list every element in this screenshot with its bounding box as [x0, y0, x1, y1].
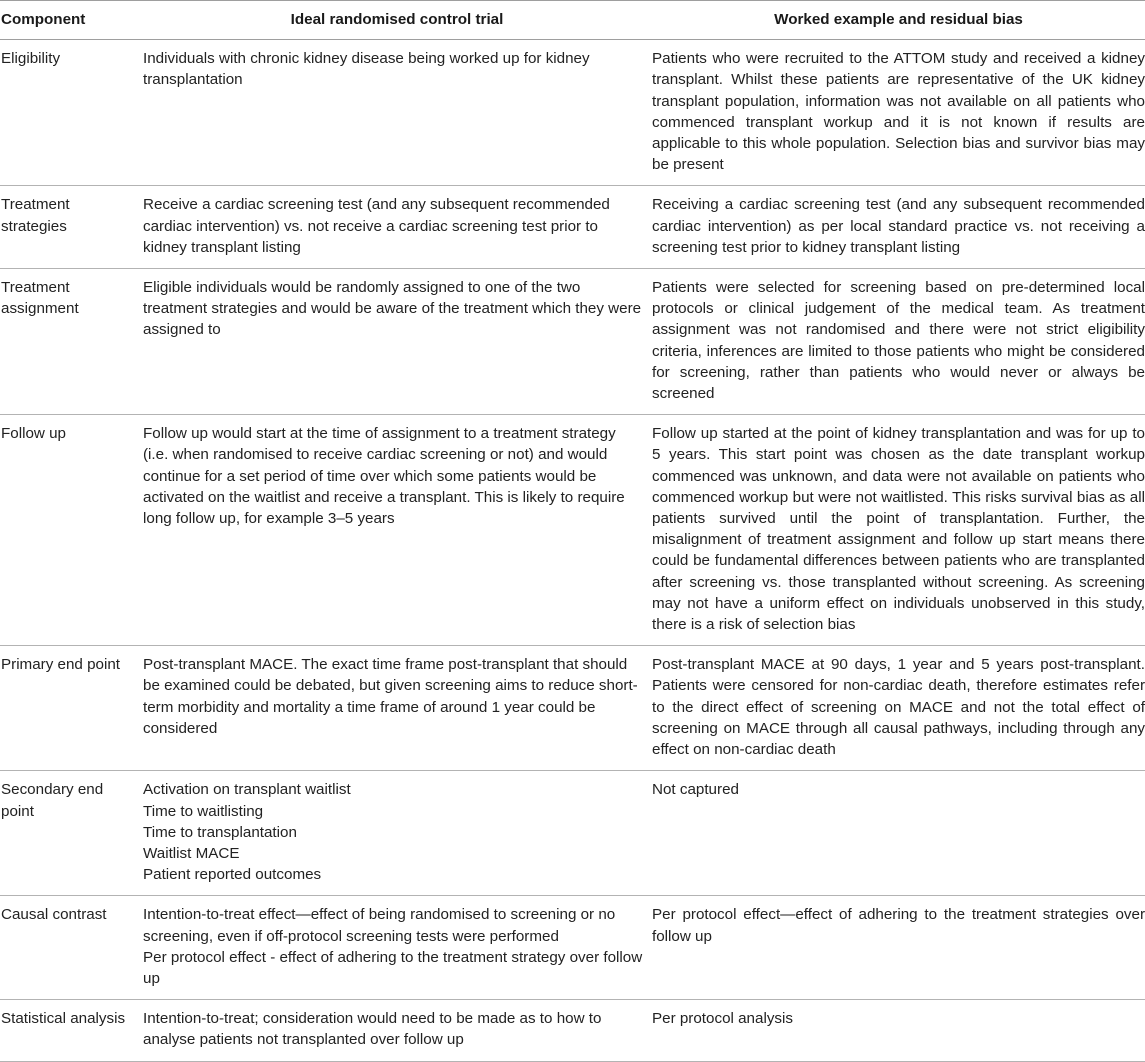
- secondary-end-point-item: Patient reported outcomes: [143, 866, 322, 884]
- header-worked-example: Worked example and residual bias: [652, 1, 1145, 40]
- row-worked: Not captured: [652, 771, 1145, 896]
- row-ideal: Eligible individuals would be randomly assigned to one of the two treatment strategies and would be aware of the treatment which they were assigned to: [142, 269, 652, 415]
- causal-contrast-item: Per protocol effect - effect of adhering to the treatment strategy over follow up: [143, 948, 643, 987]
- table-row-causal-contrast: [0, 896, 1145, 1000]
- row-component: Secondary end point: [0, 771, 142, 896]
- row-component: Eligibility: [0, 40, 142, 186]
- row-ideal: Follow up would start at the time of assignment to a treatment strategy (i.e. when randomised to receive cardiac screening or not) and would continue for a set period of time over which some patients would be activated on the waitlist and receive a transplant. This is likely to require long follow up, for example 3–5 years: [142, 415, 652, 646]
- table-row-eligibility: [0, 40, 1145, 186]
- row-ideal: Individuals with chronic kidney disease being worked up for kidney transplantation: [142, 40, 652, 186]
- row-ideal: Intention-to-treat; consideration would need to be made as to how to analyse patients not transplanted over follow up: [142, 1000, 652, 1061]
- causal-contrast-item: Intention-to-treat effect—effect of being randomised to screening or no screening, even if off-protocol screening tests were performed: [143, 906, 616, 945]
- row-component: Follow up: [0, 415, 142, 646]
- table-row-treatment-strategies: [0, 186, 1145, 269]
- row-ideal: [142, 771, 652, 896]
- row-worked: Per protocol effect—effect of adhering to the treatment strategies over follow up: [652, 896, 1145, 1000]
- secondary-end-point-item: Time to transplantation: [143, 823, 297, 841]
- row-ideal: Receive a cardiac screening test (and any subsequent recommended cardiac intervention) vs. not receive a cardiac screening test prior to kidney transplant listing: [142, 186, 652, 269]
- table-row-secondary-end-point: [0, 771, 1145, 896]
- row-ideal: Post-transplant MACE. The exact time frame post-transplant that should be examined could be debated, but given screening aims to reduce short-term morbidity and mortality a time frame of around 1 year could be considered: [142, 646, 652, 771]
- row-worked: Follow up started at the point of kidney transplantation and was for up to 5 years. This start point was chosen as the date transplant workup commenced was unknown, and data were not available on patients who commenced workup but were not waitlisted. This risks survival bias as all patients survived until the point of transplantation. Further, the misalignment of treatment assignment and follow up start means there could be fundamental differences between patients who are transplanted after screening vs. those transplanted without screening. As screening may not have a uniform effect on individuals unobserved in this study, there is a risk of selection bias: [652, 415, 1145, 646]
- row-component: Statistical analysis: [0, 1000, 142, 1061]
- row-ideal: [142, 896, 652, 1000]
- header-component: Component: [0, 1, 142, 40]
- secondary-end-point-item: Activation on transplant waitlist: [143, 781, 351, 799]
- row-worked: Patients who were recruited to the ATTOM study and received a kidney transplant. Whilst these patients are representative of the UK kidney transplant population, information was not available on all patients who commenced transplant workup and it is not known if results are applicable to this whole population. Selection bias and survivor bias may be present: [652, 40, 1145, 186]
- secondary-end-point-item: Time to waitlisting: [143, 802, 264, 820]
- table-row-treatment-assignment: [0, 269, 1145, 415]
- table-row-primary-end-point: [0, 646, 1145, 771]
- header-ideal-trial: Ideal randomised control trial: [142, 1, 652, 40]
- row-component: Causal contrast: [0, 896, 142, 1000]
- table-row-follow-up: [0, 415, 1145, 646]
- row-worked: Post-transplant MACE at 90 days, 1 year and 5 years post-transplant. Patients were censored for non-cardiac death, therefore estimates refer to the direct effect of screening on MACE and not the total effect of screening on MACE through all causal pathways, including through any effect on non-cardiac death: [652, 646, 1145, 771]
- row-component: Primary end point: [0, 646, 142, 771]
- table-header-row: [0, 1, 1145, 40]
- row-component: Treatment assignment: [0, 269, 142, 415]
- row-worked: Receiving a cardiac screening test (and any subsequent recommended cardiac intervention) as per local standard practice vs. not receiving a screening test prior to kidney transplant listing: [652, 186, 1145, 269]
- row-worked: Per protocol analysis: [652, 1000, 1145, 1061]
- row-component: Treatment strategies: [0, 186, 142, 269]
- secondary-end-point-item: Waitlist MACE: [143, 844, 240, 862]
- table-row-statistical-analysis: [0, 1000, 1145, 1061]
- row-worked: Patients were selected for screening based on pre-determined local protocols or clinical judgement of the medical team. As treatment assignment was not randomised and there were not strict eligibility criteria, inferences are limited to those patients who might be considered for screening, rather than patients who would never or always be screened: [652, 269, 1145, 415]
